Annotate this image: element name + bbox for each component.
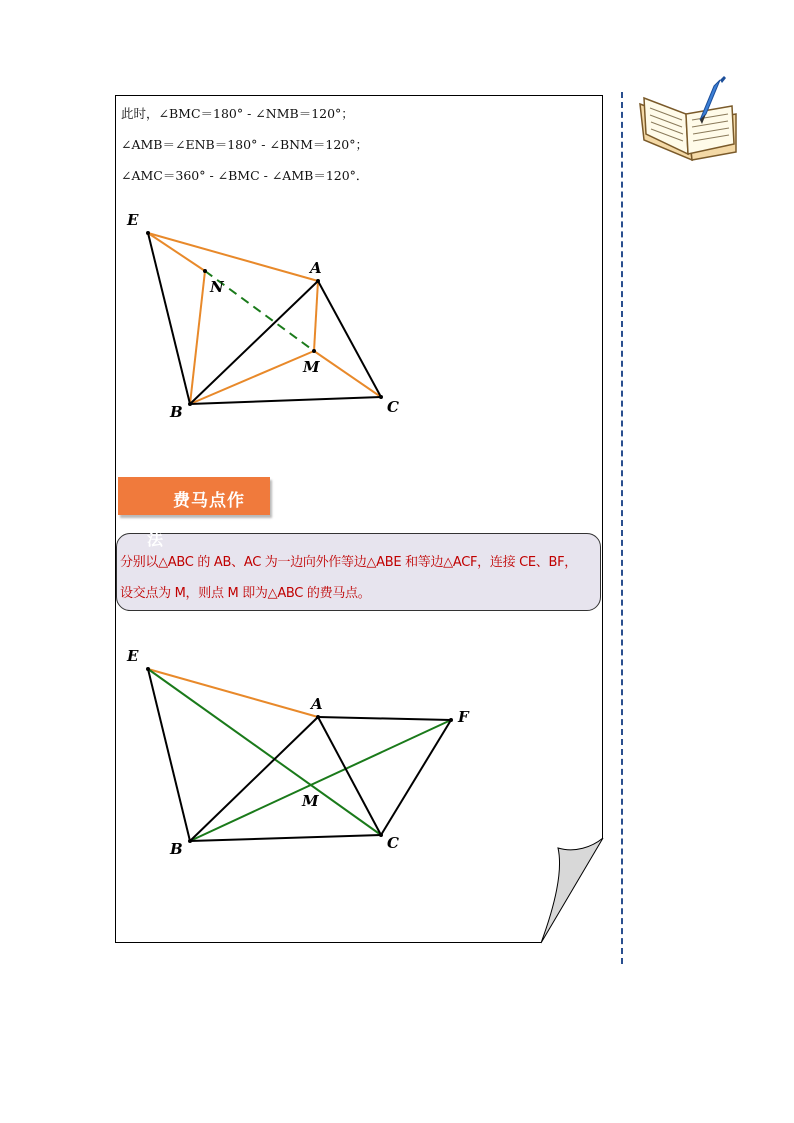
segment-BA (190, 717, 318, 841)
label-C: C (387, 398, 399, 416)
segment-AF (318, 717, 451, 720)
segment-BC (190, 835, 381, 841)
label-M: M (302, 792, 319, 810)
label-E: E (127, 647, 139, 665)
text-line-3: ∠AMC＝360° - ∠BMC - ∠AMB＝120°． (121, 168, 369, 183)
label-E: E (127, 211, 139, 229)
label-B: B (170, 840, 183, 858)
label-F: F (458, 708, 469, 726)
banner-tail: 法 (147, 530, 164, 549)
banner-title: 费马点作 (173, 491, 245, 511)
label-C: C (387, 834, 399, 852)
method-line-2: 设交点为 M，则点 M 即为△ABC 的费马点。 (120, 586, 371, 601)
label-B: B (170, 403, 183, 421)
text-line-2: ∠AMB＝∠ENB＝180° - ∠BNM＝120°； (121, 137, 368, 152)
text-line-1: 此时，∠BMC＝180° - ∠NMB＝120°； (121, 106, 354, 121)
segment-AC (318, 717, 381, 835)
label-M: M (303, 358, 320, 376)
label-A: A (310, 259, 322, 277)
segment-BF (190, 720, 451, 841)
label-A: A (311, 695, 323, 713)
label-N: N (210, 278, 224, 296)
method-line-1: 分别以△ABC 的 AB、AC 为一边向外作等边△ABE 和等边△ACF，连接 CE、BF， (120, 555, 578, 570)
segment-EA (148, 669, 318, 717)
